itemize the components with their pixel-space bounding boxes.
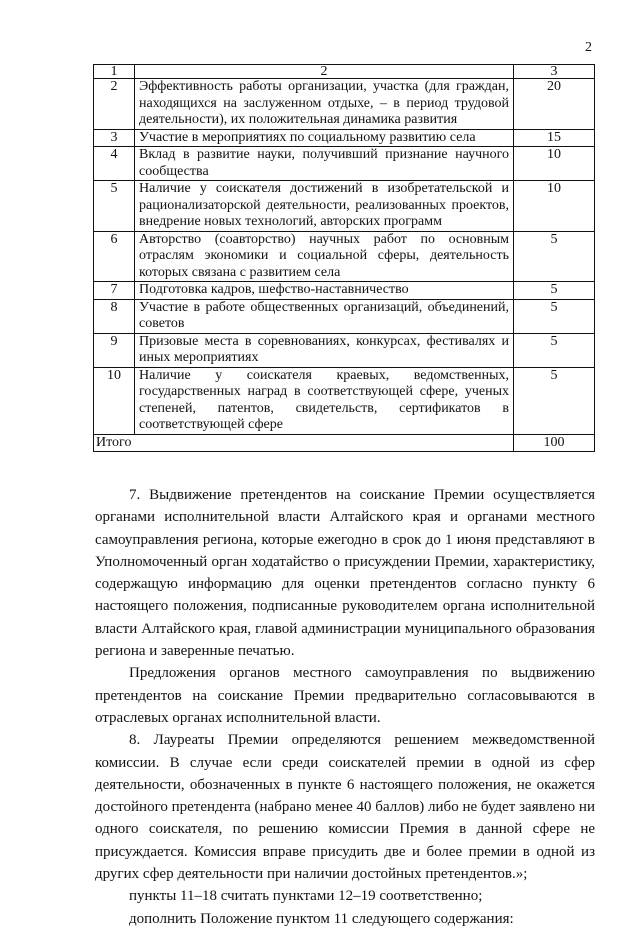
- row-num: 6: [94, 231, 135, 282]
- paragraph-renumber: пункты 11–18 считать пунктами 12–19 соответственно;: [129, 888, 483, 905]
- paragraph-proposals: Предложения органов местного самоуправления по выдвижению претендентов на соискание Премии предварительно согласовываются в отраслевых органах исполнительной власти.: [95, 665, 595, 726]
- row-criterion: Вклад в развитие науки, получивший признание научного сообщества: [135, 147, 514, 181]
- row-score: 5: [514, 333, 595, 367]
- table-row: [94, 282, 595, 300]
- row-score: 10: [514, 147, 595, 181]
- row-score: 5: [514, 299, 595, 333]
- row-criterion: Наличие у соискателя достижений в изобретательской и рационализаторской деятельности, реализованных проектов, внедрение новых технологий, авторских программ: [135, 181, 514, 232]
- table-row: [94, 79, 595, 130]
- row-score: 10: [514, 181, 595, 232]
- row-criterion: Подготовка кадров, шефство-наставничество: [135, 282, 514, 300]
- row-criterion: Призовые места в соревнованиях, конкурсах, фестивалях и иных мероприятиях: [135, 333, 514, 367]
- total-value: 100: [514, 434, 595, 452]
- row-criterion: Наличие у соискателя краевых, ведомственных, государственных наград в соответствующей сфере, ученых степеней, патентов, свидетельств, сертификатов в соответствующей сфере: [135, 367, 514, 434]
- paragraph-supplement: дополнить Положение пунктом 11 следующего содержания:: [129, 910, 514, 927]
- header-cell-score: 3: [514, 65, 595, 79]
- table-header-row: [94, 65, 595, 79]
- row-criterion: Участие в работе общественных организаций, объединений, советов: [135, 299, 514, 333]
- row-criterion: Участие в мероприятиях по социальному развитию села: [135, 129, 514, 147]
- row-num: 3: [94, 129, 135, 147]
- table-row: [94, 181, 595, 232]
- row-score: 15: [514, 129, 595, 147]
- row-score: 5: [514, 231, 595, 282]
- table-row: [94, 129, 595, 147]
- row-num: 5: [94, 181, 135, 232]
- paragraph-8: 8. Лауреаты Премии определяются решением межведомственной комиссии. В случае если среди соискателей премии в одной из сфер деятельности, обозначенных в пункте 6 настоящего положения, не окажется достойного претендента (набрано менее 40 баллов) либо не будет заявлено ни одного соискателя, по решению комиссии Премия в данной сфере не присуждается. Комиссия вправе присудить две и более премии в одной из других сфер деятельности при наличии достойных претендентов.»;: [95, 732, 595, 883]
- row-num: 8: [94, 299, 135, 333]
- header-cell-num: 1: [94, 65, 135, 79]
- table-row: [94, 231, 595, 282]
- row-score: 5: [514, 282, 595, 300]
- page-number: 2: [585, 40, 592, 55]
- body-text: [95, 484, 595, 930]
- total-label: Итого: [94, 434, 514, 452]
- row-criterion: Эффективность работы организации, участка (для граждан, находящихся на заслуженном отдыхе, – в период трудовой деятельности), их положительная динамика развития: [135, 79, 514, 130]
- paragraph-7: 7. Выдвижение претендентов на соискание Премии осуществляется органами исполнительной власти Алтайского края и органами местного самоуправления региона, которые ежегодно в срок до 1 июня представляют в Уполномоченный орган ходатайство о присуждении Премии, характеристику, содержащую информацию для оценки претендентов согласно пункту 6 настоящего положения, подписанные руководителем органа исполнительной власти Алтайского края, главой администрации муниципального образования региона и заверенные печатью.: [95, 487, 595, 660]
- table-row: [94, 333, 595, 367]
- row-num: 7: [94, 282, 135, 300]
- row-score: 20: [514, 79, 595, 130]
- criteria-table: [93, 64, 595, 452]
- header-cell-criterion: 2: [135, 65, 514, 79]
- row-num: 2: [94, 79, 135, 130]
- table-row: [94, 299, 595, 333]
- table-total-row: [94, 434, 595, 452]
- row-num: 9: [94, 333, 135, 367]
- row-score: 5: [514, 367, 595, 434]
- row-criterion: Авторство (соавторство) научных работ по основным отраслям экономики и социальной сферы, деятельность которых связана с развитием села: [135, 231, 514, 282]
- table-row: [94, 367, 595, 434]
- table-row: [94, 147, 595, 181]
- row-num: 10: [94, 367, 135, 434]
- row-num: 4: [94, 147, 135, 181]
